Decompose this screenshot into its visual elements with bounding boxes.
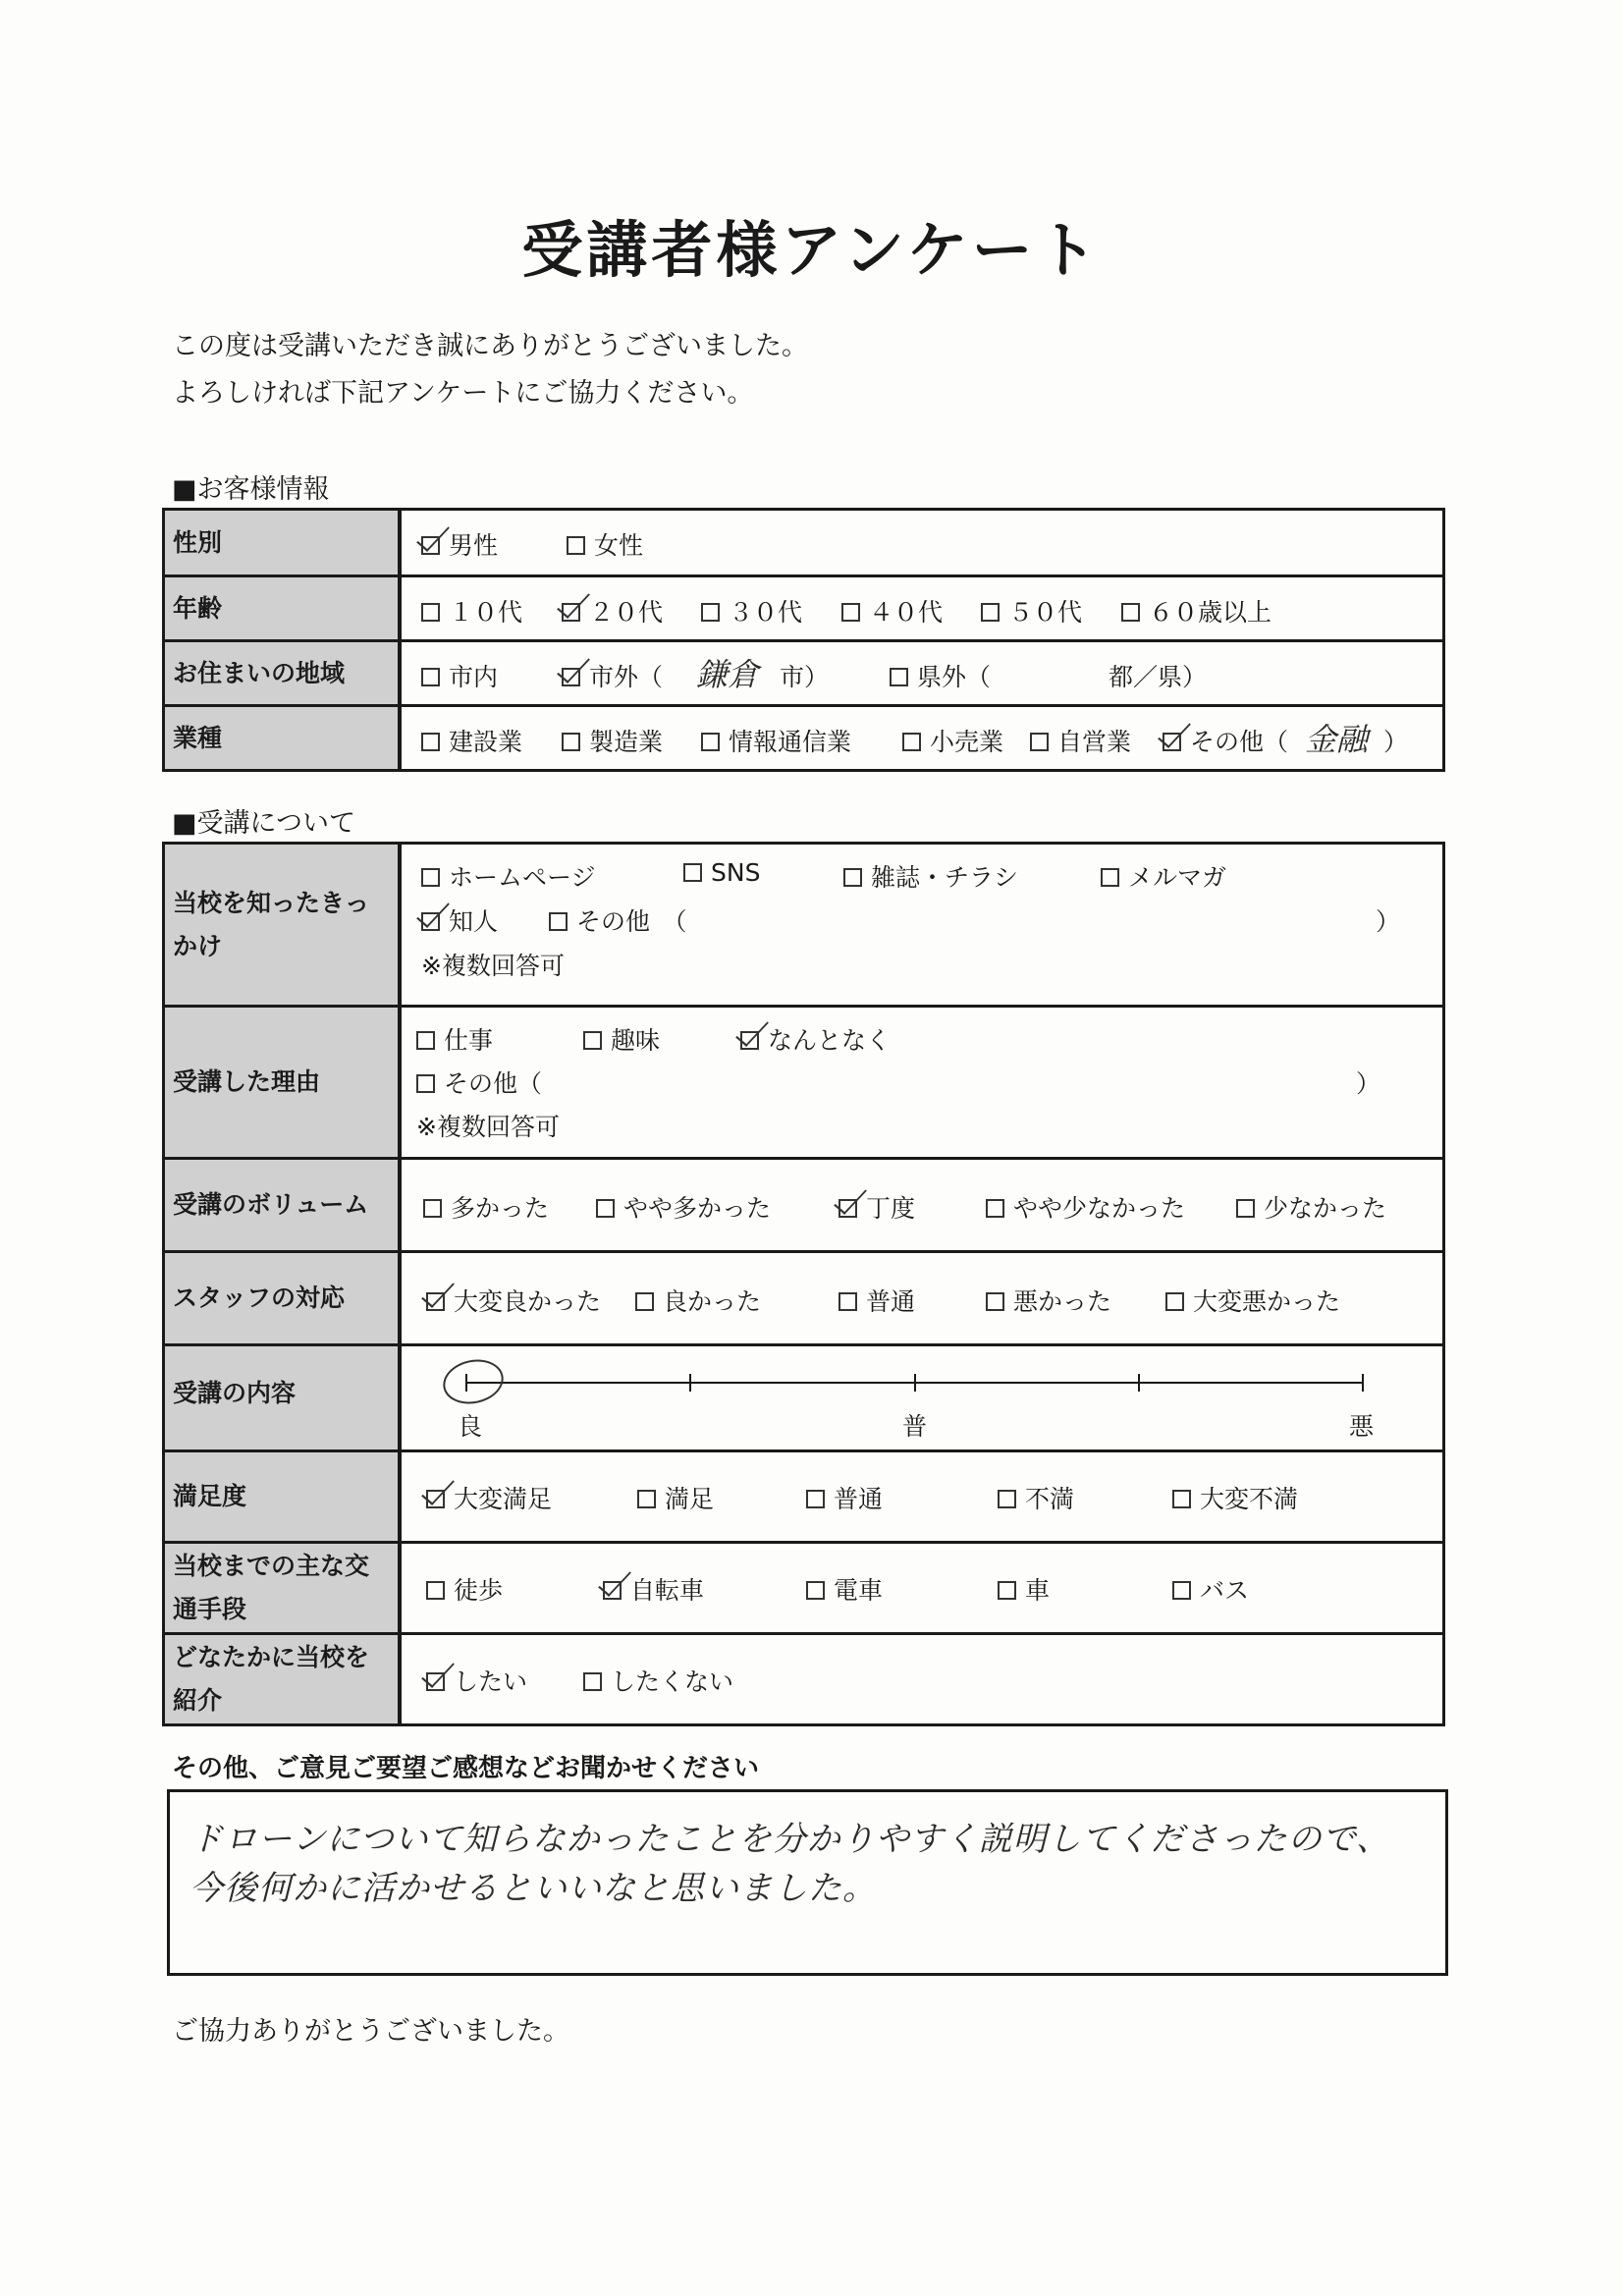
referral-yes-option[interactable]: したい xyxy=(426,1663,527,1698)
selected-circle-mark xyxy=(439,1354,508,1409)
checkmark-icon xyxy=(834,1181,867,1215)
checkbox-icon[interactable] xyxy=(421,603,440,622)
satisfaction-row xyxy=(165,1449,1442,1541)
checkbox-icon[interactable] xyxy=(1101,868,1119,887)
age-30s-option[interactable]: ３０代 xyxy=(701,593,802,629)
volume-somewhat-little-option[interactable]: やや少なかった xyxy=(986,1189,1185,1225)
checkbox-icon[interactable] xyxy=(416,1031,435,1050)
checkbox-icon[interactable] xyxy=(806,1581,825,1600)
checkbox-icon[interactable] xyxy=(981,603,1000,622)
checkbox-icon[interactable] xyxy=(839,1292,857,1311)
checkbox-icon[interactable] xyxy=(426,1581,445,1600)
scale-label-bad: 悪 xyxy=(1349,1412,1375,1441)
checkbox-icon[interactable] xyxy=(426,1672,445,1691)
referral-options xyxy=(402,1635,1442,1723)
volume-options xyxy=(402,1160,1442,1250)
checkbox-icon[interactable] xyxy=(1165,1292,1184,1311)
region-outside-city-option[interactable]: 市外（ xyxy=(562,658,663,693)
comments-box[interactable] xyxy=(167,1789,1448,1976)
volume-label: 受講のボリューム xyxy=(165,1160,402,1250)
checkbox-icon[interactable] xyxy=(426,1490,445,1508)
reason-options xyxy=(402,1008,1442,1157)
satisfaction-very-dissatisfied-option[interactable]: 大変不満 xyxy=(1172,1480,1298,1515)
checkbox-icon[interactable] xyxy=(421,536,440,555)
satisfaction-very-satisfied-option[interactable]: 大変満足 xyxy=(426,1480,552,1515)
staff-very-good-option[interactable]: 大変良かった xyxy=(426,1283,601,1318)
staff-very-bad-option[interactable]: 大変悪かった xyxy=(1165,1283,1340,1318)
reason-note: ※複数回答可 xyxy=(416,1113,560,1141)
checkbox-icon[interactable] xyxy=(986,1292,1004,1311)
how-known-other-option[interactable]: その他 （ xyxy=(549,902,687,938)
checkbox-icon[interactable] xyxy=(701,733,720,751)
gender-female-option[interactable]: 女性 xyxy=(567,526,643,562)
staff-bad-option[interactable]: 悪かった xyxy=(986,1283,1111,1318)
scale-tick[interactable] xyxy=(689,1374,691,1392)
age-row xyxy=(165,574,1442,639)
reason-label: 受講した理由 xyxy=(165,1008,402,1157)
how-known-homepage-option[interactable]: ホームページ xyxy=(421,858,596,894)
course-table xyxy=(162,842,1445,1726)
how-known-note: ※複数回答可 xyxy=(421,952,565,980)
checkbox-icon[interactable] xyxy=(596,1199,615,1218)
reason-row xyxy=(165,1005,1442,1157)
checkmark-icon xyxy=(416,895,450,928)
age-60plus-option[interactable]: ６０歳以上 xyxy=(1121,593,1271,629)
industry-construction-option[interactable]: 建設業 xyxy=(421,723,522,758)
reason-other-option[interactable]: その他（ xyxy=(416,1065,542,1100)
staff-options xyxy=(402,1253,1442,1343)
page-title: 受講者様アンケート xyxy=(521,214,1102,286)
age-options xyxy=(402,577,1442,639)
industry-self-employed-option[interactable]: 自営業 xyxy=(1030,723,1131,758)
checkbox-icon[interactable] xyxy=(562,733,580,751)
industry-other-handwriting: 金融 xyxy=(1305,721,1369,758)
checkmark-icon xyxy=(421,1472,455,1505)
volume-somewhat-much-option[interactable]: やや多かった xyxy=(596,1189,771,1225)
checkmark-icon xyxy=(735,1013,769,1047)
transport-options xyxy=(402,1544,1442,1632)
transport-bus-option[interactable]: バス xyxy=(1172,1571,1249,1607)
checkbox-icon[interactable] xyxy=(1121,603,1140,622)
checkbox-icon[interactable] xyxy=(843,868,862,887)
volume-row xyxy=(165,1157,1442,1250)
checkbox-icon[interactable] xyxy=(421,868,440,887)
how-known-acquaintance-option[interactable]: 知人 xyxy=(421,902,498,938)
checkmark-icon xyxy=(416,519,450,552)
checkbox-icon[interactable] xyxy=(421,912,440,931)
checkmark-icon xyxy=(598,1563,631,1597)
checkbox-icon[interactable] xyxy=(998,1581,1016,1600)
reason-work-option[interactable]: 仕事 xyxy=(416,1021,493,1057)
staff-row xyxy=(165,1250,1442,1343)
region-label: お住まいの地域 xyxy=(165,642,402,704)
outside-city-suffix: 市） xyxy=(780,663,830,691)
checkbox-icon[interactable] xyxy=(1172,1581,1191,1600)
checkbox-icon[interactable] xyxy=(1030,733,1049,751)
age-10s-option[interactable]: １０代 xyxy=(421,593,522,629)
volume-much-option[interactable]: 多かった xyxy=(423,1189,549,1225)
transport-row xyxy=(165,1541,1442,1632)
industry-other-option[interactable]: その他（ xyxy=(1163,723,1288,758)
staff-good-option[interactable]: 良かった xyxy=(635,1283,761,1318)
content-row xyxy=(165,1343,1442,1449)
checkbox-icon[interactable] xyxy=(637,1490,656,1508)
how-known-sns-option[interactable]: SNS xyxy=(683,858,760,887)
how-known-options xyxy=(402,845,1442,1005)
age-20s-option[interactable]: ２０代 xyxy=(562,593,663,629)
checkmark-icon xyxy=(1158,715,1191,748)
checkmark-icon xyxy=(557,585,590,619)
reason-somehow-option[interactable]: なんとなく xyxy=(740,1021,891,1057)
region-options xyxy=(402,642,1442,704)
checkbox-icon[interactable] xyxy=(683,863,702,882)
intro-line-1: この度は受講いただき誠にありがとうございました。 xyxy=(172,331,808,361)
checkbox-icon[interactable] xyxy=(421,668,440,686)
industry-options xyxy=(402,707,1442,769)
region-inside-city-option[interactable]: 市内 xyxy=(421,658,498,693)
outside-city-handwriting: 鎌倉 xyxy=(696,656,760,693)
customer-section-heading: ■お客様情報 xyxy=(172,474,330,505)
checkbox-icon[interactable] xyxy=(890,668,908,686)
gender-label: 性別 xyxy=(165,511,402,574)
staff-label: スタッフの対応 xyxy=(165,1253,402,1343)
intro-line-2: よろしければ下記アンケートにご協力ください。 xyxy=(172,378,754,409)
volume-just-right-option[interactable]: 丁度 xyxy=(839,1189,915,1225)
checkbox-icon[interactable] xyxy=(1172,1490,1191,1508)
referral-label: どなたかに当校を紹介 xyxy=(165,1635,402,1723)
content-label: 受講の内容 xyxy=(165,1346,402,1449)
age-label: 年齢 xyxy=(165,577,402,639)
region-outside-pref-option[interactable]: 県外（ xyxy=(890,658,991,693)
checkbox-icon[interactable] xyxy=(701,603,720,622)
satisfaction-options xyxy=(402,1452,1442,1541)
checkbox-icon[interactable] xyxy=(549,912,568,931)
scale-label-normal: 普 xyxy=(902,1412,928,1441)
comments-heading: その他、ご意見ご要望ご感想などお聞かせください xyxy=(172,1754,760,1783)
referral-no-option[interactable]: したくない xyxy=(583,1663,733,1698)
comment-line-2: 今後何かに活かせるといいなと思いました。 xyxy=(189,1869,877,1908)
transport-label: 当校までの主な交通手段 xyxy=(165,1544,402,1632)
industry-row xyxy=(165,704,1442,769)
checkbox-icon[interactable] xyxy=(567,536,585,555)
how-known-row xyxy=(165,845,1442,1005)
checkbox-icon[interactable] xyxy=(839,1199,857,1218)
satisfaction-dissatisfied-option[interactable]: 不満 xyxy=(998,1480,1074,1515)
industry-label: 業種 xyxy=(165,707,402,769)
volume-little-option[interactable]: 少なかった xyxy=(1236,1189,1386,1225)
checkbox-icon[interactable] xyxy=(583,1672,602,1691)
checkbox-icon[interactable] xyxy=(635,1292,654,1311)
scale-label-good: 良 xyxy=(458,1412,483,1441)
checkbox-icon[interactable] xyxy=(426,1292,445,1311)
checkbox-icon[interactable] xyxy=(841,603,860,622)
checkbox-icon[interactable] xyxy=(1236,1199,1255,1218)
reason-hobby-option[interactable]: 趣味 xyxy=(583,1021,660,1057)
content-scale xyxy=(402,1346,1442,1449)
checkbox-icon[interactable] xyxy=(603,1581,622,1600)
closing-thanks: ご協力ありがとうございました。 xyxy=(172,2016,569,2047)
gender-male-option[interactable]: 男性 xyxy=(421,526,498,562)
gender-options xyxy=(402,511,1442,574)
satisfaction-satisfied-option[interactable]: 満足 xyxy=(637,1480,714,1515)
checkbox-icon[interactable] xyxy=(986,1199,1004,1218)
transport-walk-option[interactable]: 徒歩 xyxy=(426,1571,503,1607)
checkbox-icon[interactable] xyxy=(1163,733,1181,751)
how-known-other-close: ） xyxy=(1376,907,1401,936)
industry-retail-option[interactable]: 小売業 xyxy=(902,723,1003,758)
staff-normal-option[interactable]: 普通 xyxy=(839,1283,915,1318)
industry-other-close: ） xyxy=(1383,728,1409,756)
how-known-label: 当校を知ったきっかけ xyxy=(165,845,402,1005)
gender-row xyxy=(165,511,1442,574)
satisfaction-normal-option[interactable]: 普通 xyxy=(806,1480,883,1515)
comment-line-1: ドローンについて知らなかったことを分かりやすく説明してくださったので、 xyxy=(189,1820,1390,1859)
customer-info-table xyxy=(162,508,1445,772)
how-known-mailmag-option[interactable]: メルマガ xyxy=(1101,858,1226,894)
checkbox-icon[interactable] xyxy=(423,1199,442,1218)
transport-bicycle-option[interactable]: 自転車 xyxy=(603,1571,704,1607)
checkmark-icon xyxy=(557,650,590,683)
checkbox-icon[interactable] xyxy=(562,668,580,686)
course-section-heading: ■受講について xyxy=(172,808,355,839)
checkbox-icon[interactable] xyxy=(902,733,921,751)
industry-ict-option[interactable]: 情報通信業 xyxy=(701,723,851,758)
how-known-magazine-option[interactable]: 雑誌・チラシ xyxy=(843,858,1018,894)
checkbox-icon[interactable] xyxy=(562,603,580,622)
age-50s-option[interactable]: ５０代 xyxy=(981,593,1082,629)
checkmark-icon xyxy=(421,1655,455,1688)
outside-pref-suffix: 都／県） xyxy=(1109,663,1208,691)
checkbox-icon[interactable] xyxy=(416,1074,435,1093)
checkbox-icon[interactable] xyxy=(740,1031,759,1050)
checkbox-icon[interactable] xyxy=(998,1490,1016,1508)
checkbox-icon[interactable] xyxy=(806,1490,825,1508)
transport-car-option[interactable]: 車 xyxy=(998,1571,1050,1607)
region-row xyxy=(165,639,1442,704)
satisfaction-label: 満足度 xyxy=(165,1452,402,1541)
industry-manufacturing-option[interactable]: 製造業 xyxy=(562,723,663,758)
referral-row xyxy=(165,1632,1442,1723)
checkbox-icon[interactable] xyxy=(583,1031,602,1050)
age-40s-option[interactable]: ４０代 xyxy=(841,593,943,629)
scale-tick[interactable] xyxy=(914,1374,916,1392)
transport-train-option[interactable]: 電車 xyxy=(806,1571,883,1607)
reason-other-close: ） xyxy=(1356,1069,1381,1098)
scale-tick[interactable] xyxy=(1362,1374,1364,1392)
checkbox-icon[interactable] xyxy=(421,733,440,751)
scale-tick[interactable] xyxy=(1138,1374,1140,1392)
checkmark-icon xyxy=(421,1275,455,1308)
